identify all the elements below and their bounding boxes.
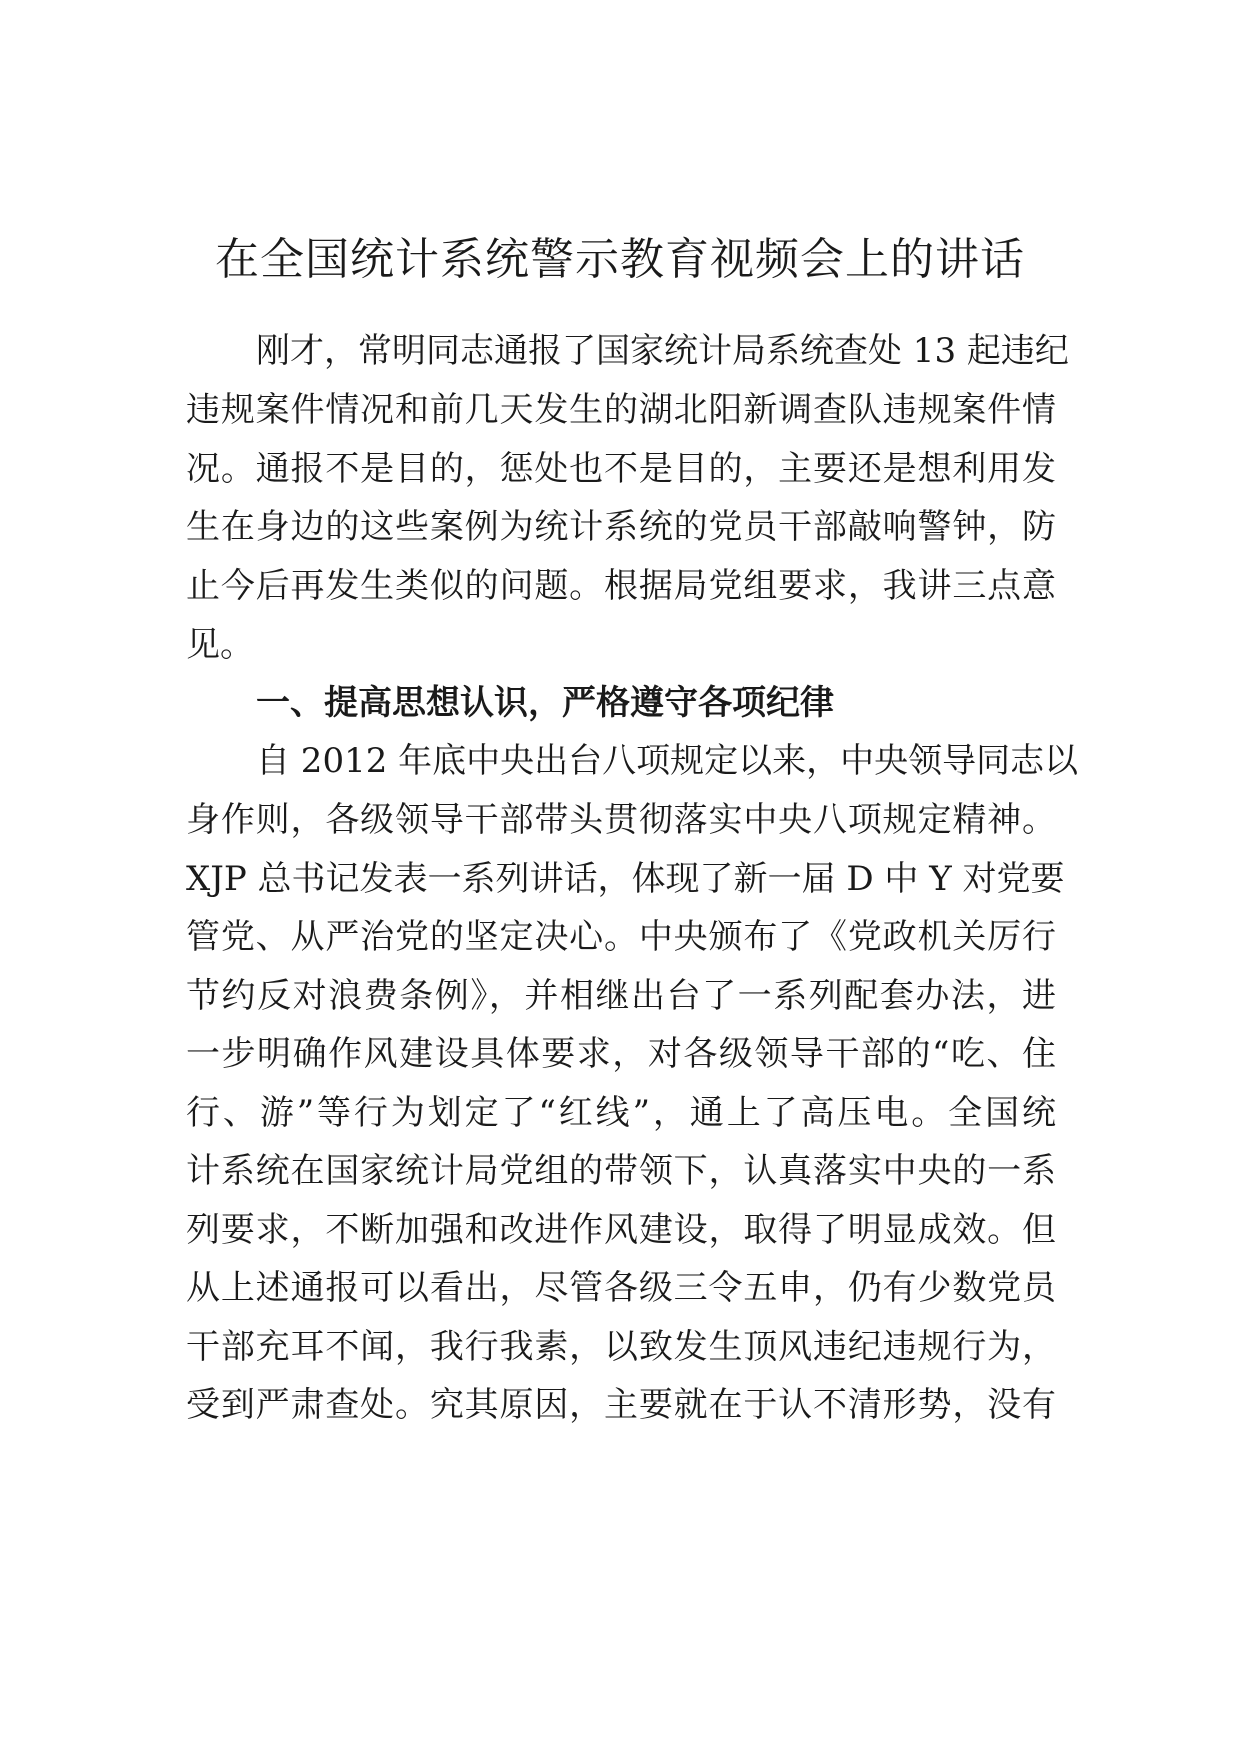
paragraph-line: 刚才，常明同志通报了国家统计局系统查处 13 起违纪 xyxy=(256,331,1069,371)
paragraph-line: 自 2012 年底中央出台八项规定以来，中央领导同志以 xyxy=(256,741,1079,781)
paragraph-line: 节约反对浪费条例》，并相继出台了一系列配套办法，进 xyxy=(186,976,1056,1016)
document-title: 在全国统计系统警示教育视频会上的讲话 xyxy=(215,234,1025,285)
paragraph-line: 计系统在国家统计局党组的带领下，认真落实中央的一系 xyxy=(186,1151,1056,1191)
paragraph-line: 身作则，各级领导干部带头贯彻落实中央八项规定精神。 xyxy=(186,800,1056,840)
paragraph-line: 况。通报不是目的，惩处也不是目的，主要还是想利用发 xyxy=(186,449,1056,489)
paragraph-line: 行、游”等行为划定了“红线”，通上了高压电。全国统 xyxy=(186,1093,1056,1133)
paragraph-line: XJP 总书记发表一系列讲话，体现了新一届 D 中 Y 对党要 xyxy=(186,859,1065,899)
section-heading: 一、提高思想认识，严格遵守各项纪律 xyxy=(256,683,834,723)
paragraph-line: 列要求，不断加强和改进作风建设，取得了明显成效。但 xyxy=(186,1210,1056,1250)
paragraph-line: 干部充耳不闻，我行我素，以致发生顶风违纪违规行为， xyxy=(186,1327,1056,1367)
paragraph-line: 受到严肃查处。究其原因，主要就在于认不清形势，没有 xyxy=(186,1385,1056,1425)
paragraph-line: 违规案件情况和前几天发生的湖北阳新调查队违规案件情 xyxy=(186,390,1056,430)
paragraph-line: 一步明确作风建设具体要求，对各级领导干部的“吃、住 xyxy=(186,1034,1056,1074)
paragraph-line: 止今后再发生类似的问题。根据局党组要求，我讲三点意 xyxy=(186,566,1056,606)
paragraph-line: 从上述通报可以看出，尽管各级三令五申，仍有少数党员 xyxy=(186,1268,1056,1308)
paragraph-line: 生在身边的这些案例为统计系统的党员干部敲响警钟，防 xyxy=(186,507,1056,547)
paragraph-line: 管党、从严治党的坚定决心。中央颁布了《党政机关厉行 xyxy=(186,917,1056,957)
paragraph-line: 见。 xyxy=(186,625,254,665)
